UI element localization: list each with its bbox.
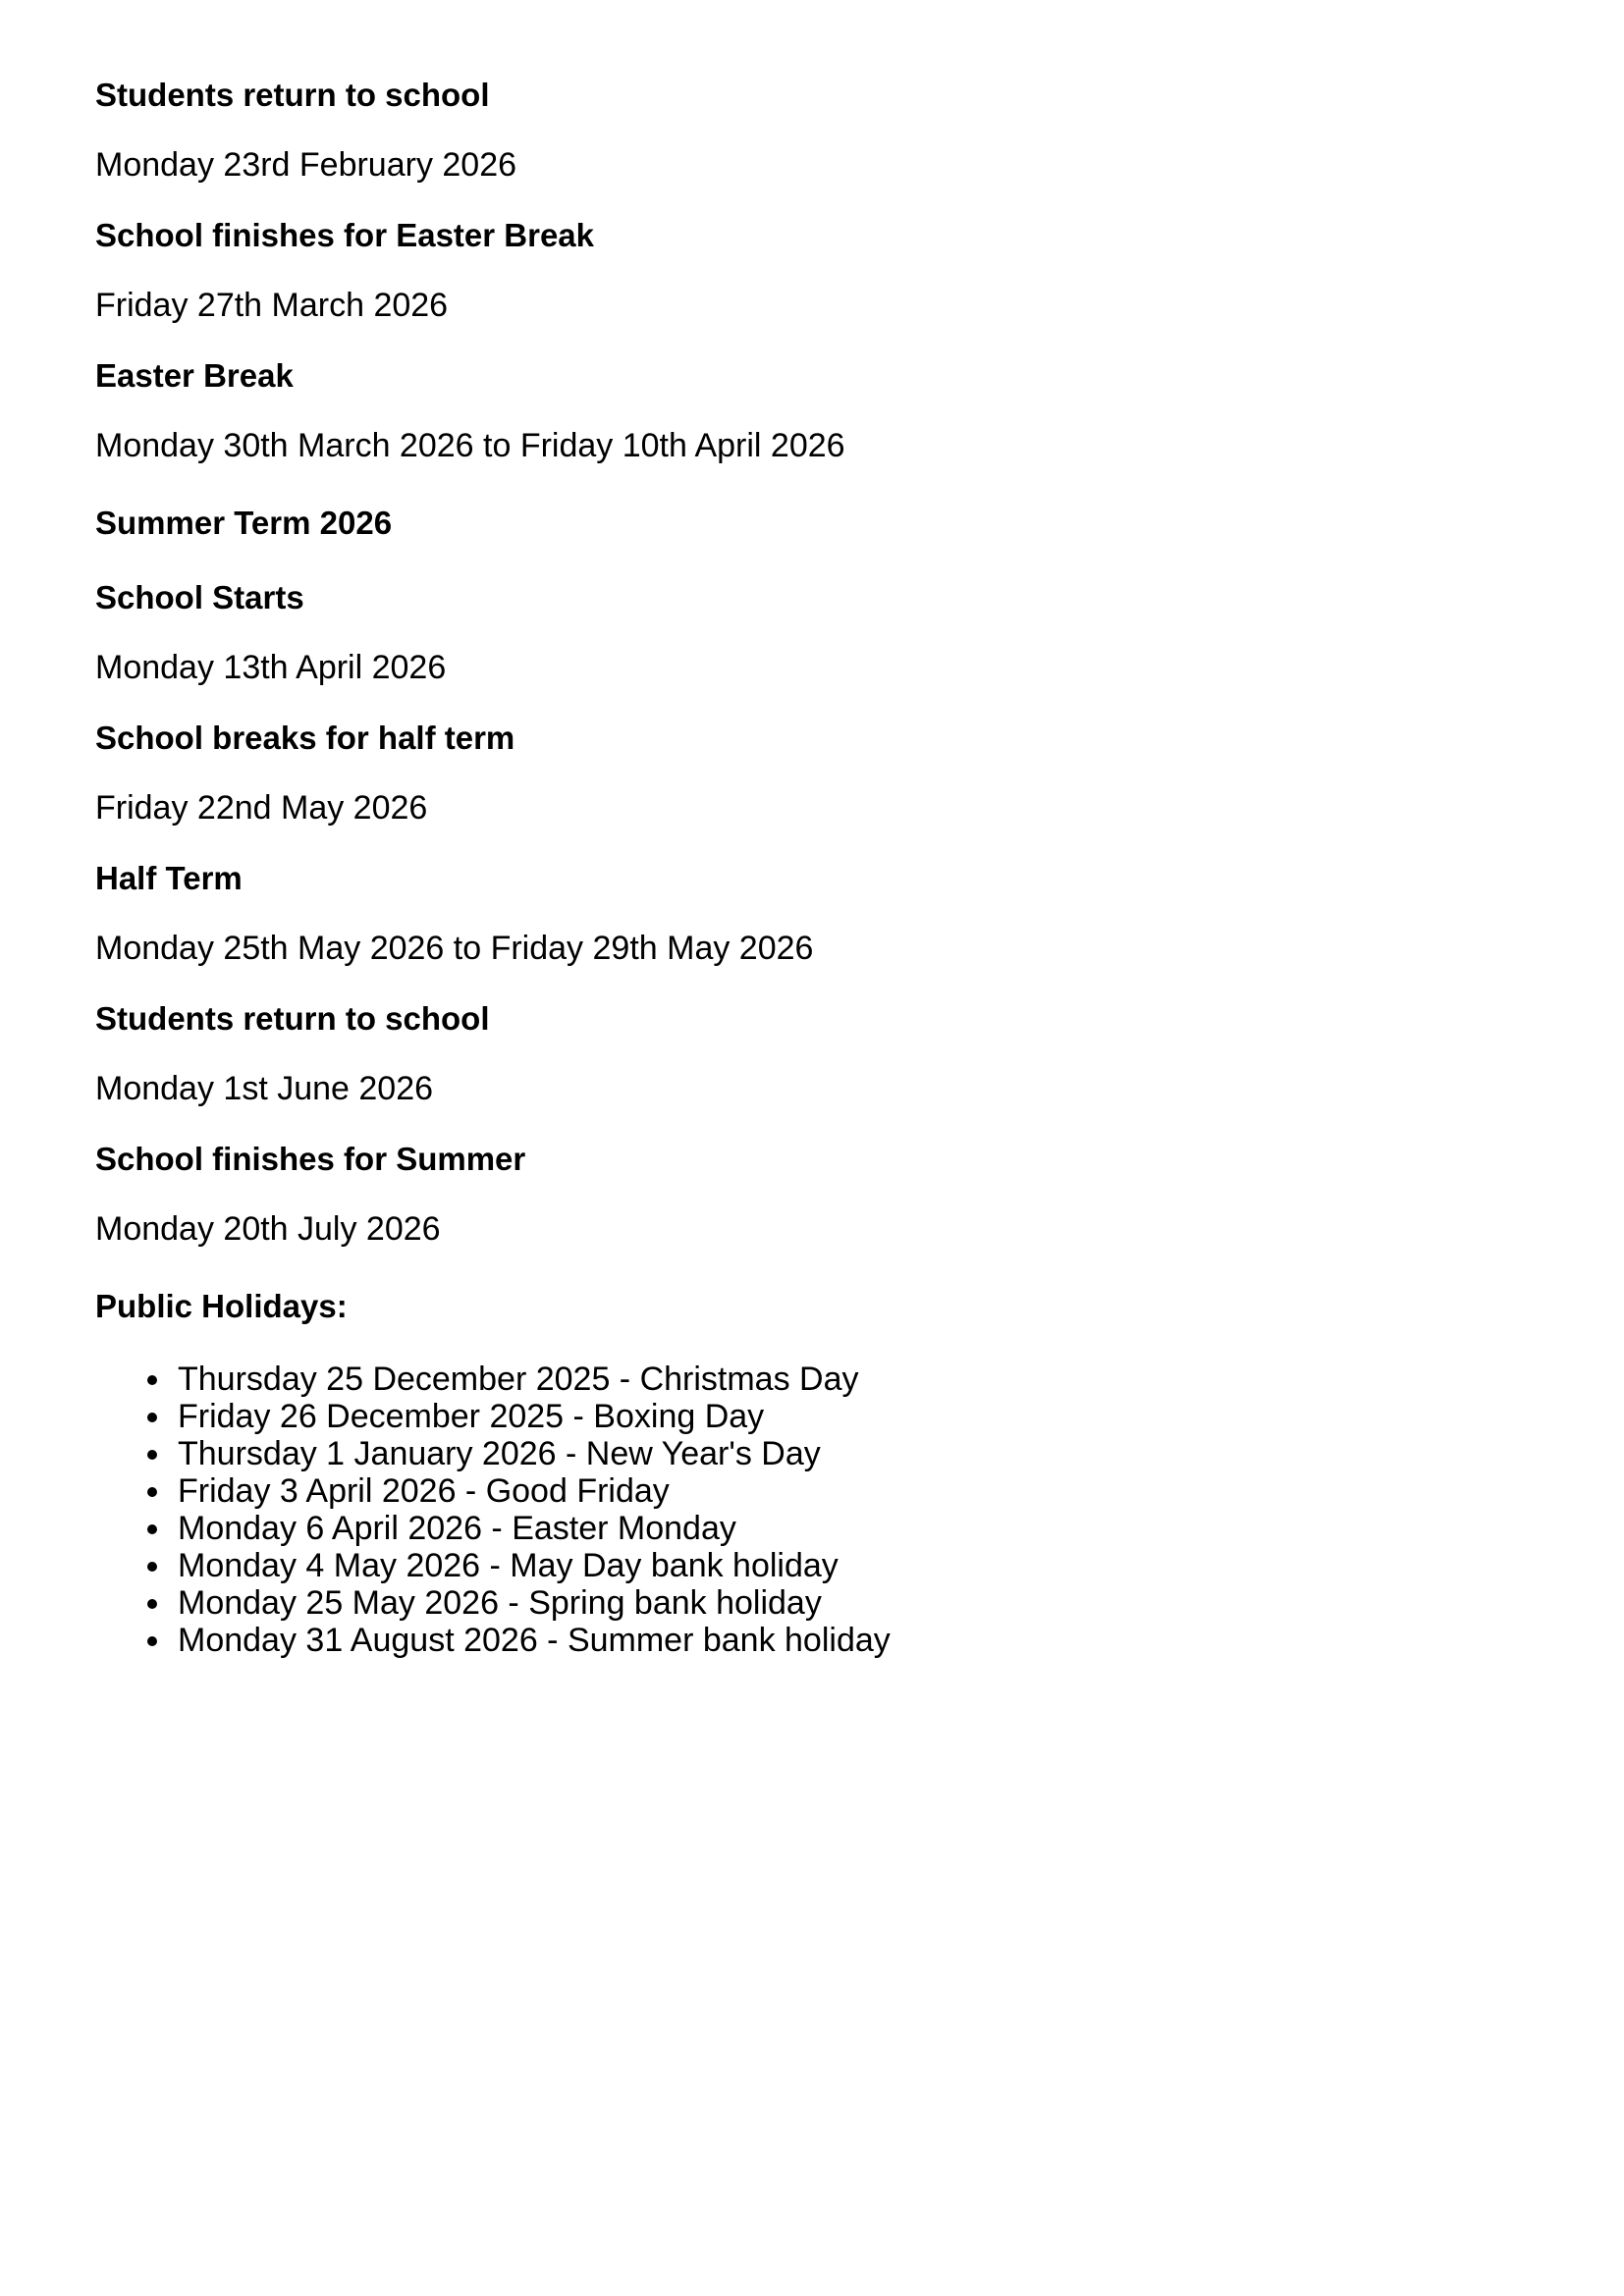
holiday-text: Monday 6 April 2026 - Easter Monday — [178, 1510, 736, 1547]
summer-heading-school-finishes: School finishes for Summer — [95, 1141, 526, 1177]
holiday-text: Monday 31 August 2026 - Summer bank holiday — [178, 1622, 891, 1659]
bullet-icon — [147, 1524, 157, 1534]
bullet-icon — [147, 1562, 157, 1572]
section-date-easter-break: Monday 30th March 2026 to Friday 10th April 2026 — [95, 427, 845, 464]
summer-term-title: Summer Term 2026 — [95, 505, 393, 541]
bullet-icon — [147, 1487, 157, 1497]
section-date-easter-finish: Friday 27th March 2026 — [95, 287, 449, 324]
bullet-icon — [147, 1413, 157, 1422]
list-item — [95, 1547, 891, 1584]
summer-heading-students-return: Students return to school — [95, 1000, 490, 1037]
list-item — [95, 1435, 891, 1472]
public-holidays-list — [95, 1361, 891, 1659]
holiday-text: Monday 25 May 2026 - Spring bank holiday — [178, 1584, 822, 1622]
summer-date-half-term-break: Friday 22nd May 2026 — [95, 789, 428, 827]
list-item — [95, 1361, 891, 1398]
list-item — [95, 1584, 891, 1622]
list-item — [95, 1510, 891, 1547]
list-item — [95, 1472, 891, 1510]
bullet-icon — [147, 1599, 157, 1609]
summer-date-half-term: Monday 25th May 2026 to Friday 29th May 2026 — [95, 930, 814, 967]
list-item — [95, 1622, 891, 1659]
bullet-icon — [147, 1375, 157, 1385]
summer-heading-school-starts: School Starts — [95, 579, 304, 615]
holiday-text: Friday 26 December 2025 - Boxing Day — [178, 1398, 765, 1435]
list-item — [95, 1398, 891, 1435]
holiday-text: Thursday 1 January 2026 - New Year's Day — [178, 1435, 821, 1472]
section-heading-students-return: Students return to school — [95, 77, 490, 113]
bullet-icon — [147, 1636, 157, 1646]
holiday-text: Friday 3 April 2026 - Good Friday — [178, 1472, 670, 1510]
holiday-text: Monday 4 May 2026 - May Day bank holiday — [178, 1547, 839, 1584]
section-heading-easter-break: Easter Break — [95, 357, 294, 394]
public-holidays-title: Public Holidays: — [95, 1288, 348, 1324]
holiday-text: Thursday 25 December 2025 - Christmas Day — [178, 1361, 859, 1398]
summer-heading-half-term: Half Term — [95, 860, 243, 896]
summer-heading-half-term-break: School breaks for half term — [95, 720, 515, 756]
summer-date-school-starts: Monday 13th April 2026 — [95, 649, 447, 686]
section-heading-easter-finish: School finishes for Easter Break — [95, 217, 595, 253]
summer-date-students-return: Monday 1st June 2026 — [95, 1070, 434, 1107]
bullet-icon — [147, 1450, 157, 1460]
summer-date-school-finishes: Monday 20th July 2026 — [95, 1210, 441, 1248]
section-date-students-return: Monday 23rd February 2026 — [95, 146, 517, 184]
